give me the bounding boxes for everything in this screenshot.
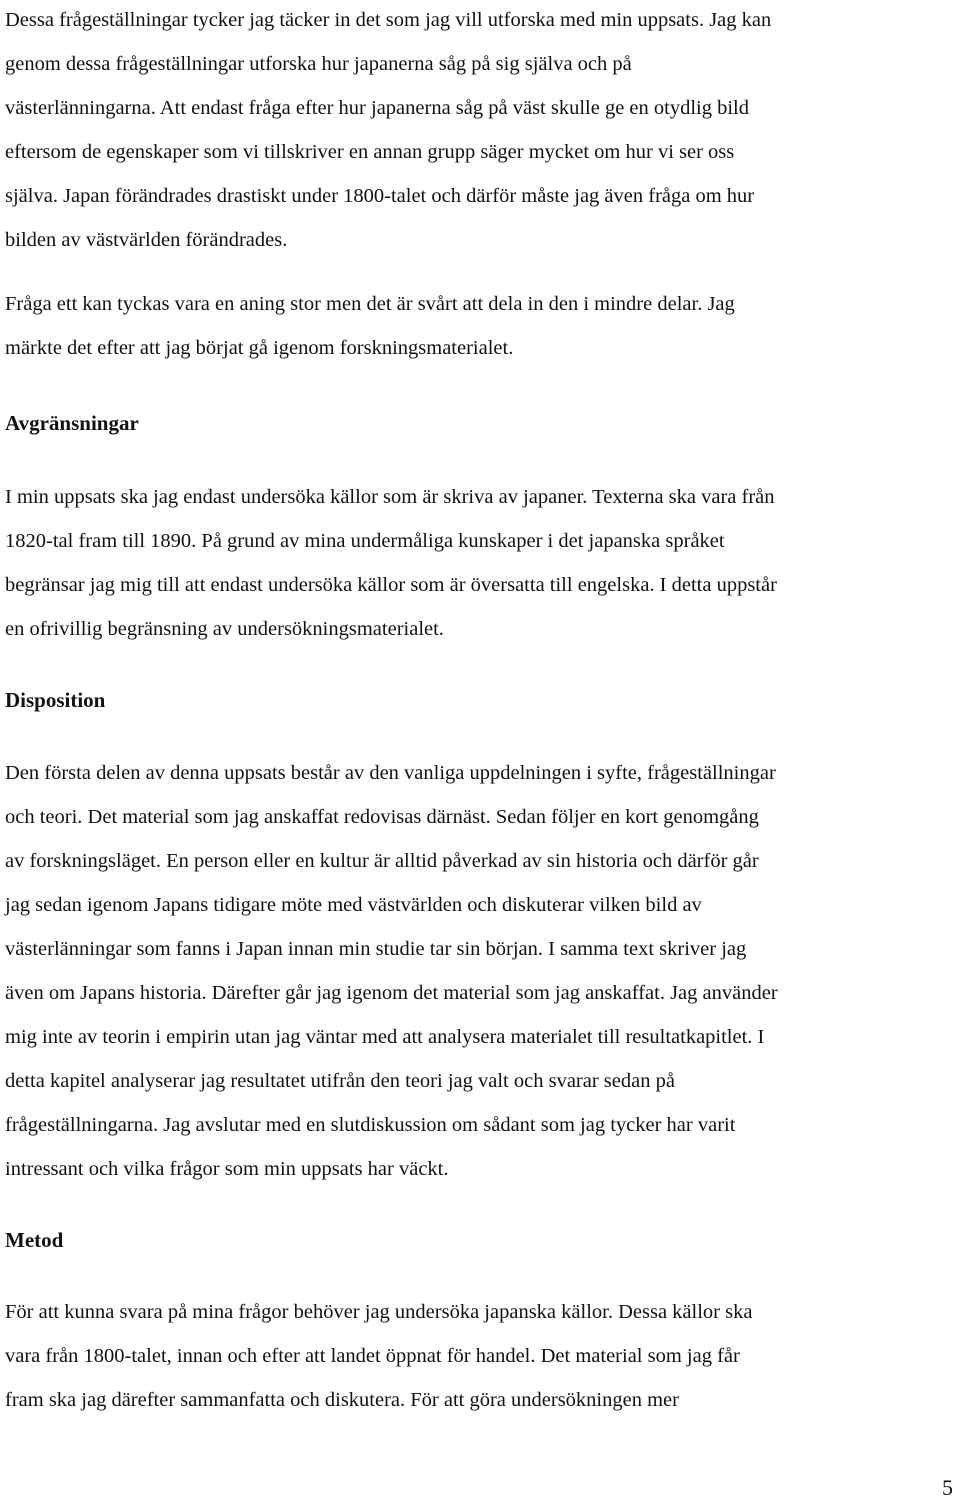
- text-line: I min uppsats ska jag endast undersöka källor som är skriva av japaner. Texterna ska vara från: [5, 486, 775, 508]
- text-line: en ofrivillig begränsning av undersökningsmaterialet.: [5, 618, 444, 640]
- paragraph-method: [5, 1290, 957, 1422]
- text-line: och teori. Det material som jag anskaffat redovisas därnäst. Sedan följer en kort genomgång: [5, 806, 759, 828]
- text-line: västerlänningar som fanns i Japan innan min studie tar sin början. I samma text skriver jag: [5, 938, 747, 960]
- text-line: Den första delen av denna uppsats består av den vanliga uppdelningen i syfte, frågeställningar: [5, 762, 776, 784]
- paragraph-disposition: [5, 751, 957, 1191]
- text-line: Fråga ett kan tyckas vara en aning stor men det är svårt att dela in den i mindre delar. Jag: [5, 293, 735, 315]
- text-line: detta kapitel analyserar jag resultatet utifrån den teori jag valt och svarar sedan på: [5, 1070, 675, 1092]
- text-line: även om Japans historia. Därefter går jag igenom det material som jag anskaffat. Jag använder: [5, 982, 778, 1004]
- paragraph-research-questions: [5, 0, 957, 262]
- text-line: jag sedan igenom Japans tidigare möte med västvärlden och diskuterar vilken bild av: [5, 894, 702, 916]
- text-line: själva. Japan förändrades drastiskt under 1800-talet och därför måste jag även fråga om hur: [5, 185, 755, 207]
- text-line: 1820-tal fram till 1890. På grund av mina undermåliga kunskaper i det japanska språket: [5, 530, 725, 552]
- text-line: För att kunna svara på mina frågor behöver jag undersöka japanska källor. Dessa källor ska: [5, 1301, 753, 1323]
- text-line: bilden av västvärlden förändrades.: [5, 229, 288, 251]
- page-number: 5: [942, 1475, 953, 1500]
- paragraph-question-one: [5, 282, 957, 370]
- text-line: västerlänningarna. Att endast fråga efter hur japanerna såg på väst skulle ge en otydlig bild: [5, 97, 750, 119]
- heading-disposition: Disposition: [5, 688, 106, 712]
- text-line: frågeställningarna. Jag avslutar med en slutdiskussion om sådant som jag tycker har varit: [5, 1114, 736, 1136]
- text-line: mig inte av teorin i empirin utan jag väntar med att analysera materialet till resultatkapitlet. I: [5, 1026, 765, 1048]
- text-line: intressant och vilka frågor som min uppsats har väckt.: [5, 1158, 449, 1180]
- heading-metod: Metod: [5, 1228, 64, 1252]
- text-line: begränsar jag mig till att endast undersöka källor som är översatta till engelska. I detta uppstår: [5, 574, 777, 596]
- text-line: märkte det efter att jag börjat gå igenom forskningsmaterialet.: [5, 337, 514, 359]
- text-line: fram ska jag därefter sammanfatta och diskutera. För att göra undersökningen mer: [5, 1389, 679, 1411]
- paragraph-limitations: [5, 475, 957, 651]
- text-line: av forskningsläget. En person eller en kultur är alltid påverkad av sin historia och därför går: [5, 850, 759, 872]
- text-line: eftersom de egenskaper som vi tillskriver en annan grupp säger mycket om hur vi ser oss: [5, 141, 735, 163]
- text-line: vara från 1800-talet, innan och efter att landet öppnat för handel. Det material som jag får: [5, 1345, 740, 1367]
- text-line: genom dessa frågeställningar utforska hur japanerna såg på sig själva och på: [5, 53, 632, 75]
- heading-avgransningar: Avgränsningar: [5, 411, 139, 435]
- text-line: Dessa frågeställningar tycker jag täcker in det som jag vill utforska med min uppsats. Jag kan: [5, 9, 772, 31]
